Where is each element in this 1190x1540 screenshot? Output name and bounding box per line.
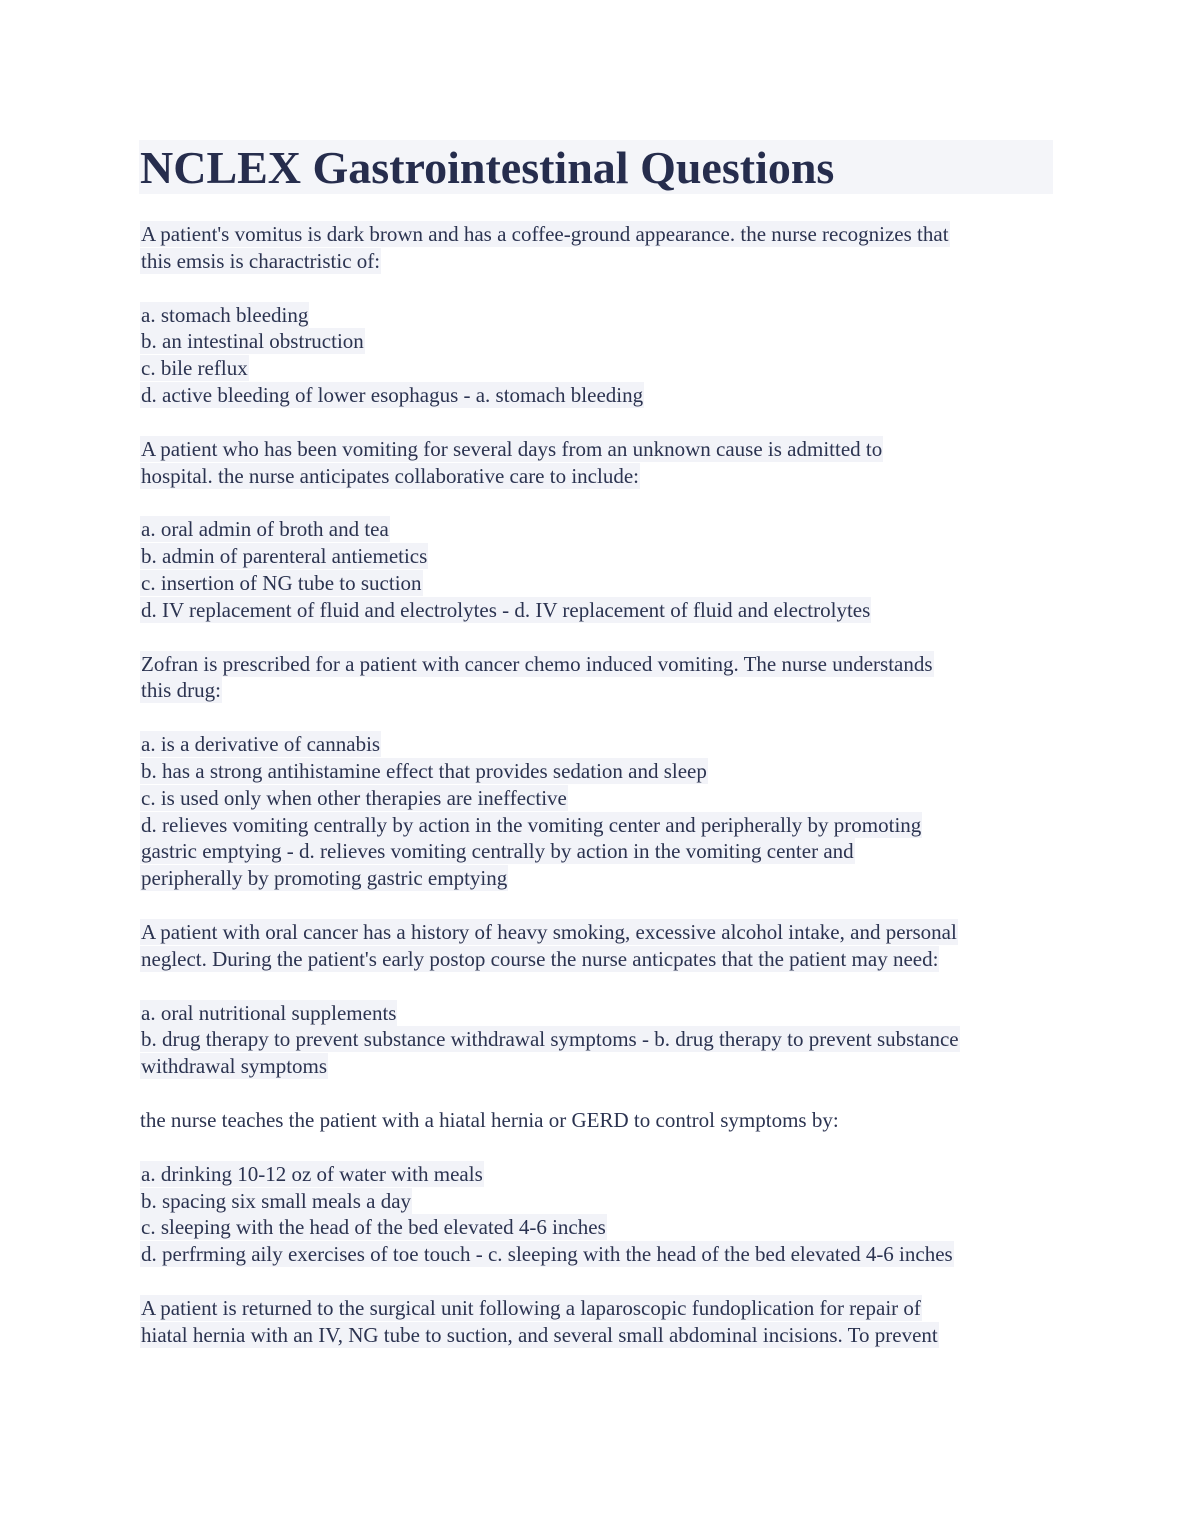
answer-options [140, 731, 1060, 892]
text-line: peripherally by promoting gastric emptying [141, 866, 508, 891]
answer-options [140, 1161, 1060, 1268]
text-line: d. active bleeding of lower esophagus - a. stomach bleeding [141, 382, 644, 407]
text-line: neglect. During the patient's early postop course the nurse anticpates that the patient may need: [141, 946, 939, 971]
text-line: b. admin of parenteral antiemetics [141, 544, 428, 569]
text-line: hiatal hernia with an IV, NG tube to suction, and several small abdominal incisions. To prevent [141, 1322, 938, 1347]
question-stem [140, 1295, 1060, 1349]
text-line: c. sleeping with the head of the bed elevated 4-6 inches [141, 1215, 606, 1240]
text-line: d. IV replacement of fluid and electrolytes - d. IV replacement of fluid and electrolytes [141, 597, 871, 622]
text-line: A patient is returned to the surgical unit following a laparoscopic fundoplication for repair of [141, 1295, 921, 1320]
text-line: this emsis is charactristic of: [141, 248, 381, 273]
page-title: NCLEX Gastrointestinal Questions [139, 140, 1053, 194]
text-line: A patient with oral cancer has a history of heavy smoking, excessive alcohol intake, and personal [141, 919, 957, 944]
text-line: b. an intestinal obstruction [141, 329, 364, 354]
text-line: c. insertion of NG tube to suction [141, 570, 422, 595]
text-line: this drug: [141, 678, 221, 703]
text-line: c. is used only when other therapies are ineffective [141, 785, 567, 810]
question-stem [140, 919, 1060, 973]
text-line: a. stomach bleeding [141, 302, 309, 327]
text-line: hospital. the nurse anticipates collaborative care to include: [141, 463, 639, 488]
text-line: a. oral nutritional supplements [141, 1000, 397, 1025]
text-line: d. relieves vomiting centrally by action in the vomiting center and peripherally by promoting [141, 812, 922, 837]
question-stem [140, 436, 1060, 490]
text-line: a. drinking 10-12 oz of water with meals [141, 1161, 483, 1186]
text-line: gastric emptying - d. relieves vomiting centrally by action in the vomiting center and [141, 839, 854, 864]
text-line: a. is a derivative of cannabis [141, 732, 381, 757]
text-line: A patient who has been vomiting for several days from an unknown cause is admitted to [141, 436, 883, 461]
question-stem [140, 221, 1060, 275]
text-line: withdrawal symptoms [141, 1054, 328, 1079]
text-line: b. spacing six small meals a day [141, 1188, 412, 1213]
text-line: d. perfrming aily exercises of toe touch - c. sleeping with the head of the bed elevated 4-6 inches [141, 1242, 953, 1267]
text-line: the nurse teaches the patient with a hiatal hernia or GERD to control symptoms by: [140, 1107, 839, 1132]
question-stem [140, 651, 1060, 705]
document-body [140, 221, 1060, 1376]
text-line: c. bile reflux [141, 356, 248, 381]
answer-options [140, 302, 1060, 409]
text-line: b. has a strong antihistamine effect that provides sedation and sleep [141, 758, 707, 783]
answer-options [140, 1000, 1060, 1080]
text-line: a. oral admin of broth and tea [141, 517, 389, 542]
text-line: A patient's vomitus is dark brown and has a coffee-ground appearance. the nurse recognizes that [141, 222, 949, 246]
text-line: Zofran is prescribed for a patient with cancer chemo induced vomiting. The nurse understands [141, 651, 933, 676]
answer-options [140, 516, 1060, 623]
text-line: b. drug therapy to prevent substance withdrawal symptoms - b. drug therapy to prevent substance [141, 1027, 959, 1052]
question-stem [140, 1107, 1060, 1134]
